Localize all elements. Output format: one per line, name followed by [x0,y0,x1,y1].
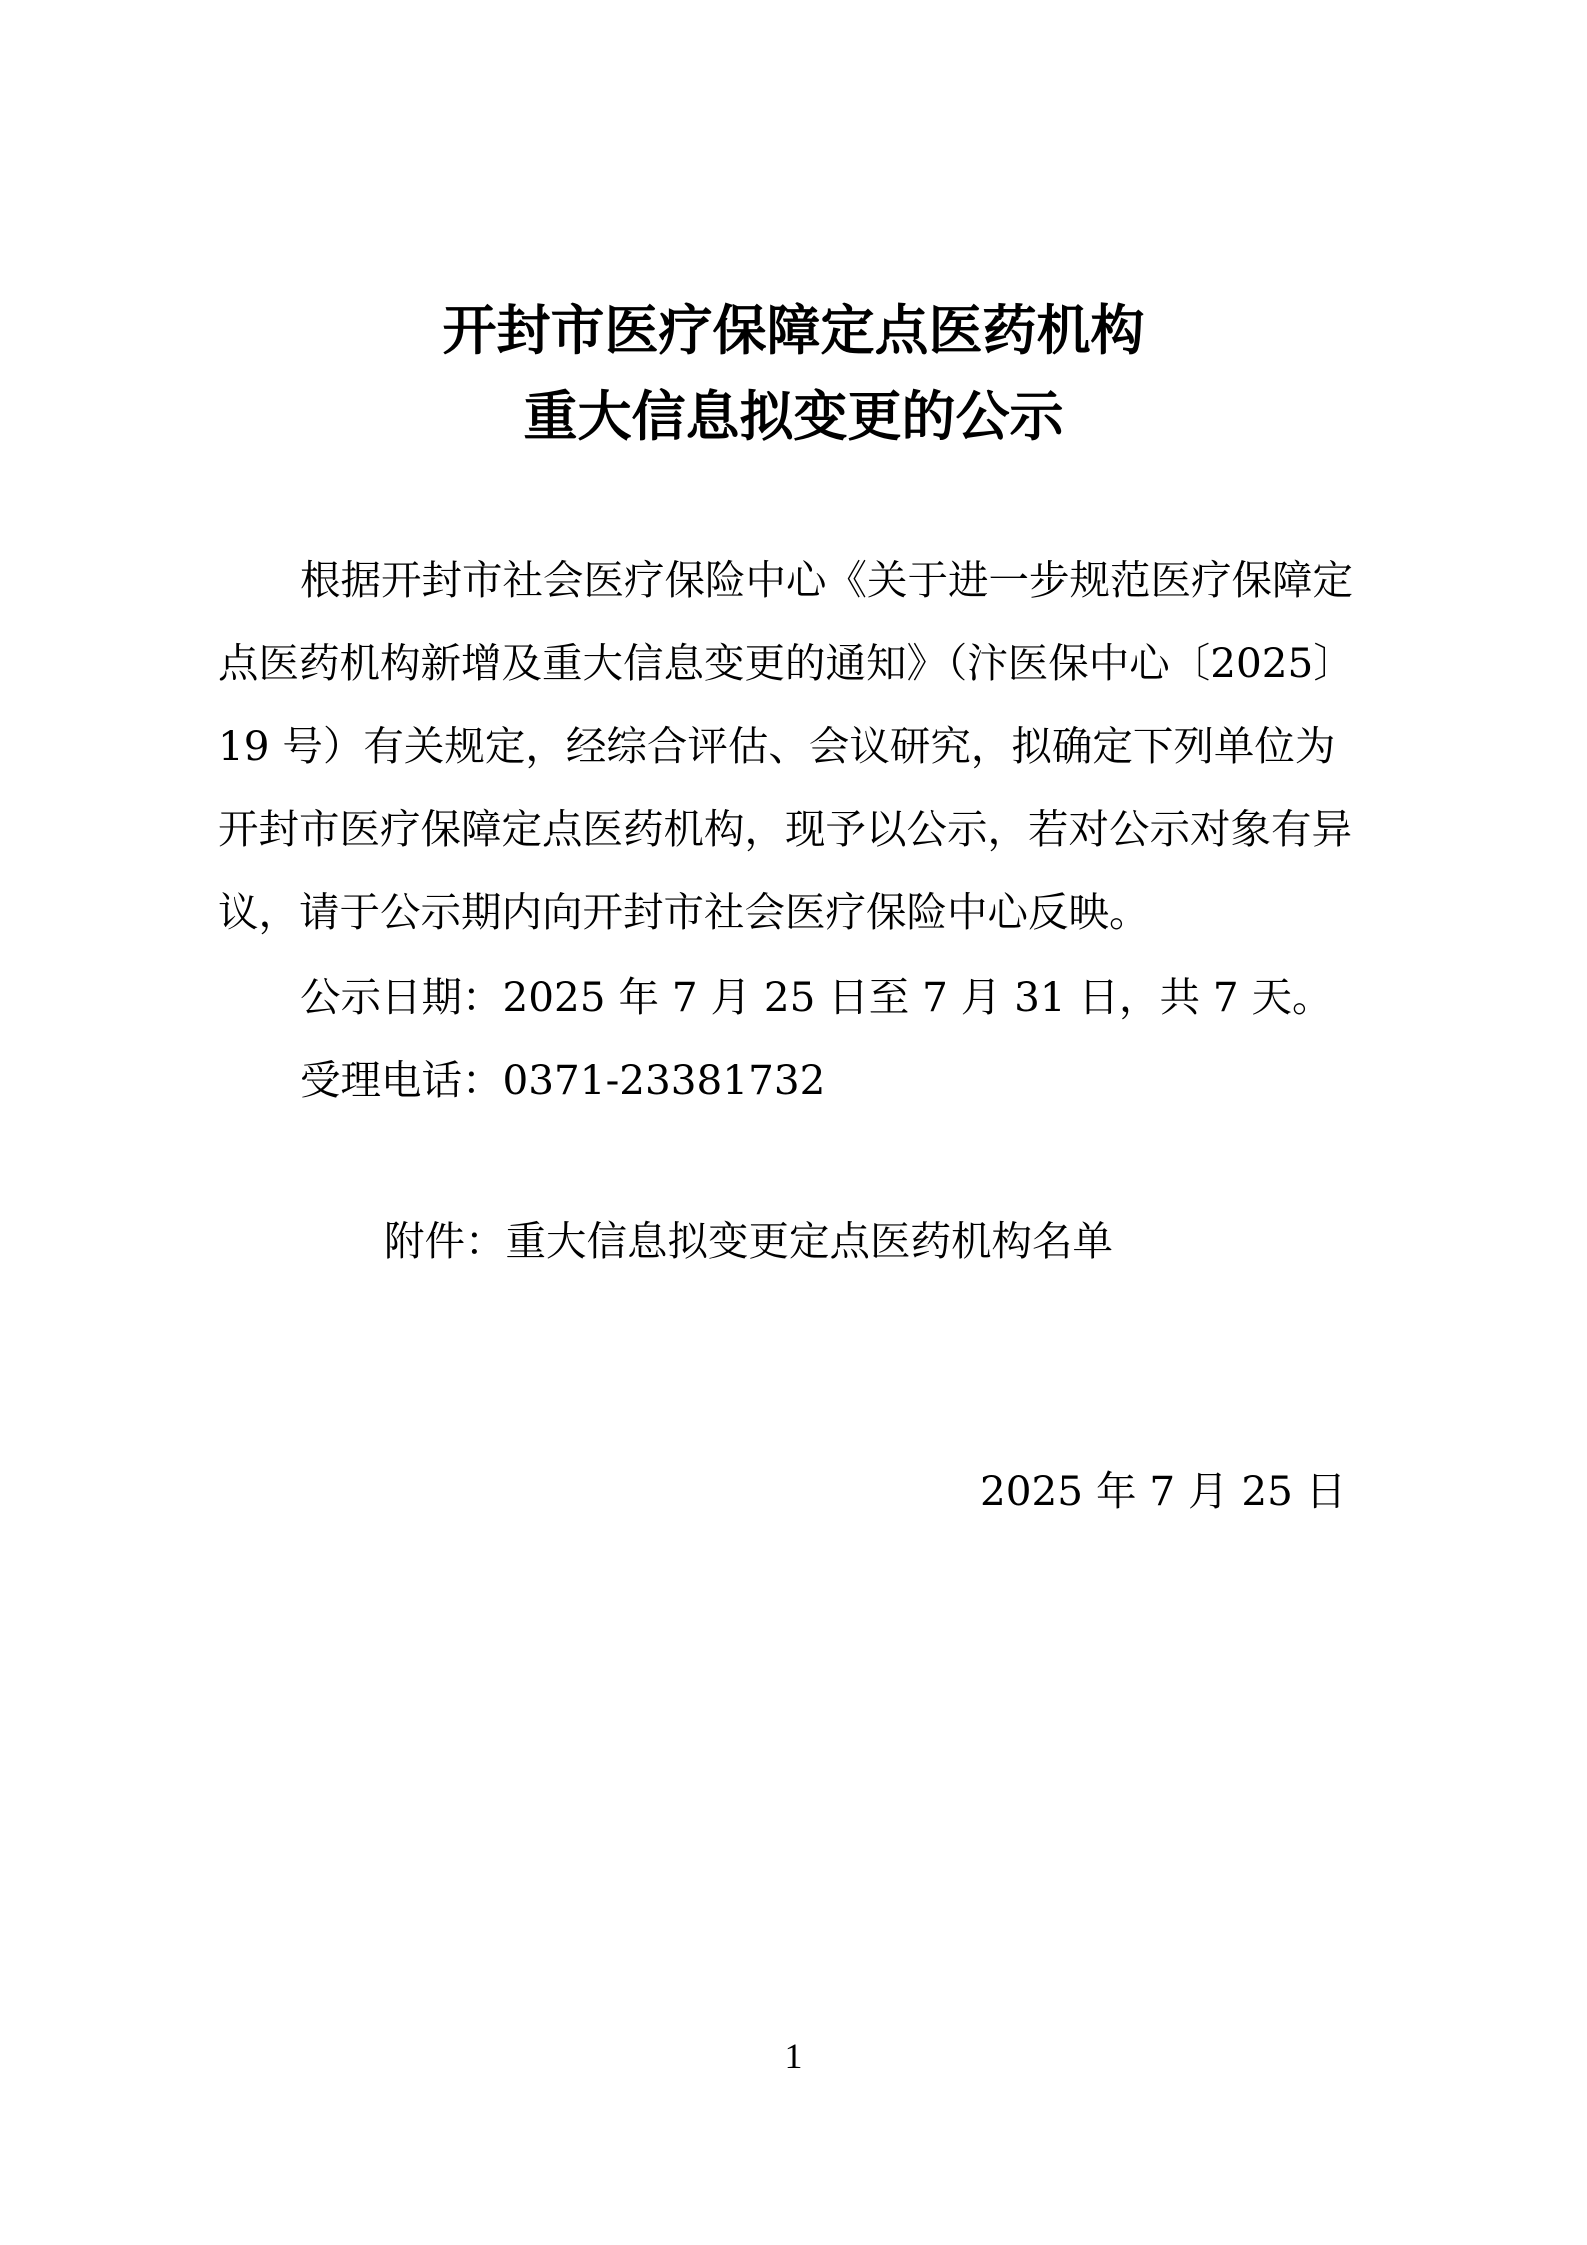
body-paragraph-line-1: 根据开封市社会医疗保险中心《关于进一步规范医疗保障定 [300,556,1353,604]
body-paragraph-line-4: 开封市医疗保障定点医药机构，现予以公示，若对公示对象有异 [218,805,1352,853]
document-title-line-2: 重大信息拟变更的公示 [523,384,1064,448]
page-number: 1 [784,2036,803,2076]
body-paragraph-line-5: 议，请于公示期内向开封市社会医疗保险中心反映。 [218,888,1150,936]
contact-phone: 受理电话：0371-23381732 [300,1056,826,1104]
body-paragraph-line-3: 19 号）有关规定，经综合评估、会议研究，拟确定下列单位为 [218,722,1336,770]
body-paragraph-line-2: 点医药机构新增及重大信息变更的通知》（汴医保中心〔2025〕 [218,639,1354,687]
notice-period: 公示日期：2025 年 7 月 25 日至 7 月 31 日，共 7 天。 [300,973,1333,1021]
document-title-line-1: 开封市医疗保障定点医药机构 [442,298,1145,362]
signature-date: 2025 年 7 月 25 日 [980,1467,1347,1515]
attachment-note: 附件：重大信息拟变更定点医药机构名单 [384,1217,1113,1265]
